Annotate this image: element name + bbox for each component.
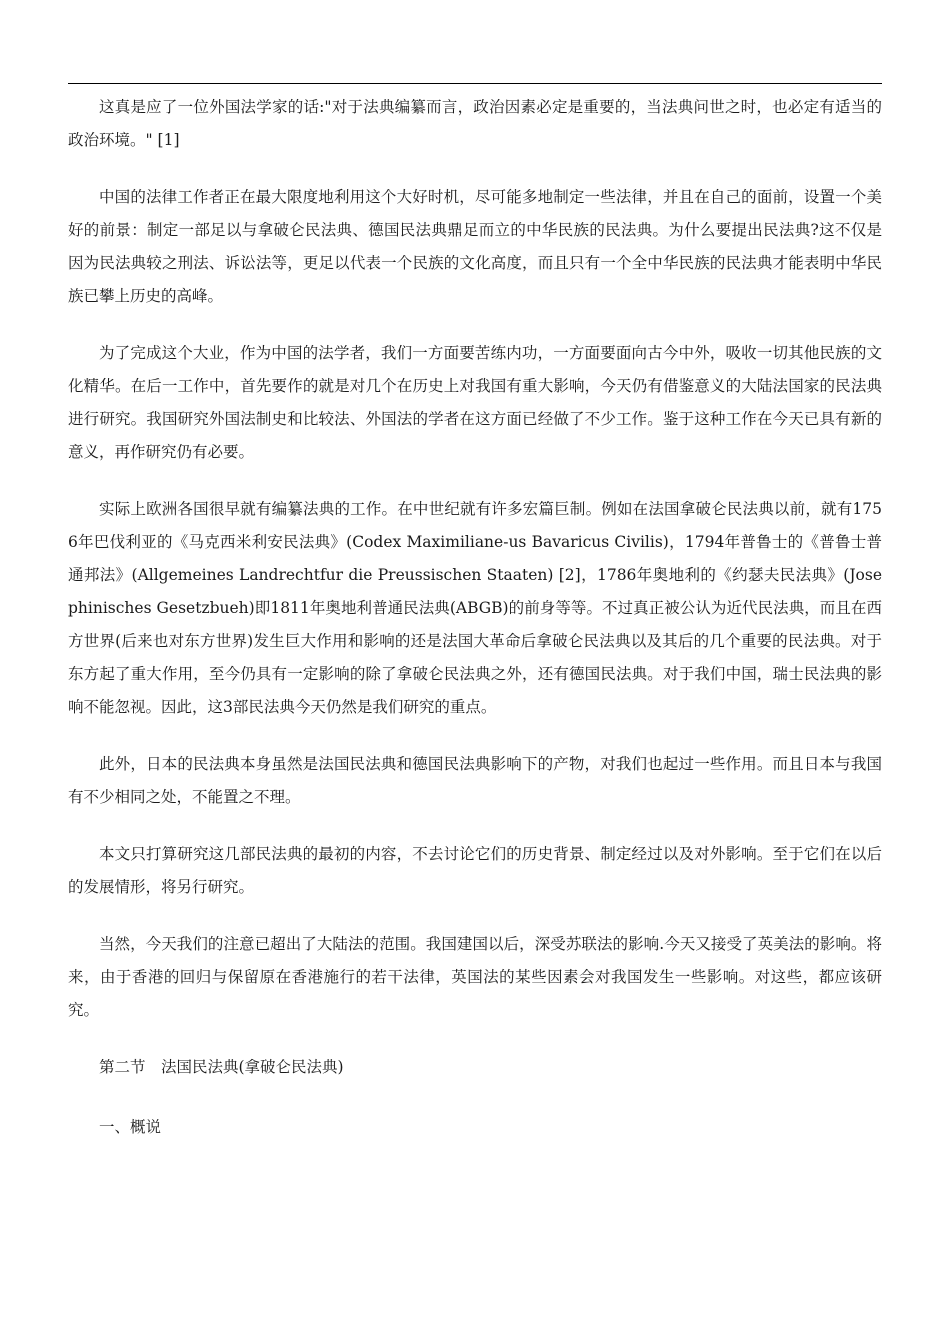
document-body xyxy=(68,91,882,1171)
paragraph-4: 实际上欧洲各国很早就有编纂法典的工作。在中世纪就有许多宏篇巨制。例如在法国拿破仑民法典以前，就有1756年巴伐利亚的《马克西米利安民法典》(Codex Maximiliane-us Bavaricus Civilis)，1794年普鲁士的《普鲁士普通邦法》(Allgemeines Landrechtfur die Preussischen Staaten) [2]，1786年奥地利的《约瑟夫民法典》(Josephinisches Gesetzbueh)即1811年奥地利普通民法典(ABGB)的前身等等。不过真正被公认为近代民法典，而且在西方世界(后来也对东方世界)发生巨大作用和影响的还是法国大革命后拿破仑民法典以及其后的几个重要的民法典。对于东方起了重大作用，至今仍具有一定影响的除了拿破仑民法典之外，还有德国民法典。对于我们中国，瑞士民法典的影响不能忽视。因此，这3部民法典今天仍然是我们研究的重点。 xyxy=(68,500,882,716)
paragraph-6: 本文只打算研究这几部民法典的最初的内容，不去讨论它们的历史背景、制定经过以及对外影响。至于它们在以后的发展情形，将另行研究。 xyxy=(68,845,882,896)
paragraph-1: 这真是应了一位外国法学家的话:"对于法典编纂而言，政治因素必定是重要的，当法典问世之时，也必定有适当的政治环境。" [1] xyxy=(68,98,882,149)
subsection-heading: 一、概说 xyxy=(99,1118,162,1136)
section-heading: 第二节 法国民法典(拿破仑民法典) xyxy=(99,1058,344,1076)
paragraph-5: 此外，日本的民法典本身虽然是法国民法典和德国民法典影响下的产物，对我们也起过一些作用。而且日本与我国有不少相同之处，不能置之不理。 xyxy=(68,755,882,806)
paragraph-3: 为了完成这个大业，作为中国的法学者，我们一方面要苦练内功，一方面要面向古今中外，吸收一切其他民族的文化精华。在后一工作中，首先要作的就是对几个在历史上对我国有重大影响，今天仍有借鉴意义的大陆法国家的民法典进行研究。我国研究外国法制史和比较法、外国法的学者在这方面已经做了不少工作。鉴于这种工作在今天已具有新的意义，再作研究仍有必要。 xyxy=(68,344,882,461)
paragraph-2: 中国的法律工作者正在最大限度地利用这个大好时机，尽可能多地制定一些法律，并且在自己的面前，设置一个美好的前景：制定一部足以与拿破仑民法典、德国民法典鼎足而立的中华民族的民法典。为什么要提出民法典?这不仅是因为民法典较之刑法、诉讼法等，更足以代表一个民族的文化高度，而且只有一个全中华民族的民法典才能表明中华民族已攀上历史的高峰。 xyxy=(68,188,882,305)
header-rule xyxy=(68,83,882,84)
paragraph-7: 当然，今天我们的注意已超出了大陆法的范围。我国建国以后，深受苏联法的影响.今天又接受了英美法的影响。将来，由于香港的回归与保留原在香港施行的若干法律，英国法的某些因素会对我国发生一些影响。对这些，都应该研究。 xyxy=(68,935,882,1019)
